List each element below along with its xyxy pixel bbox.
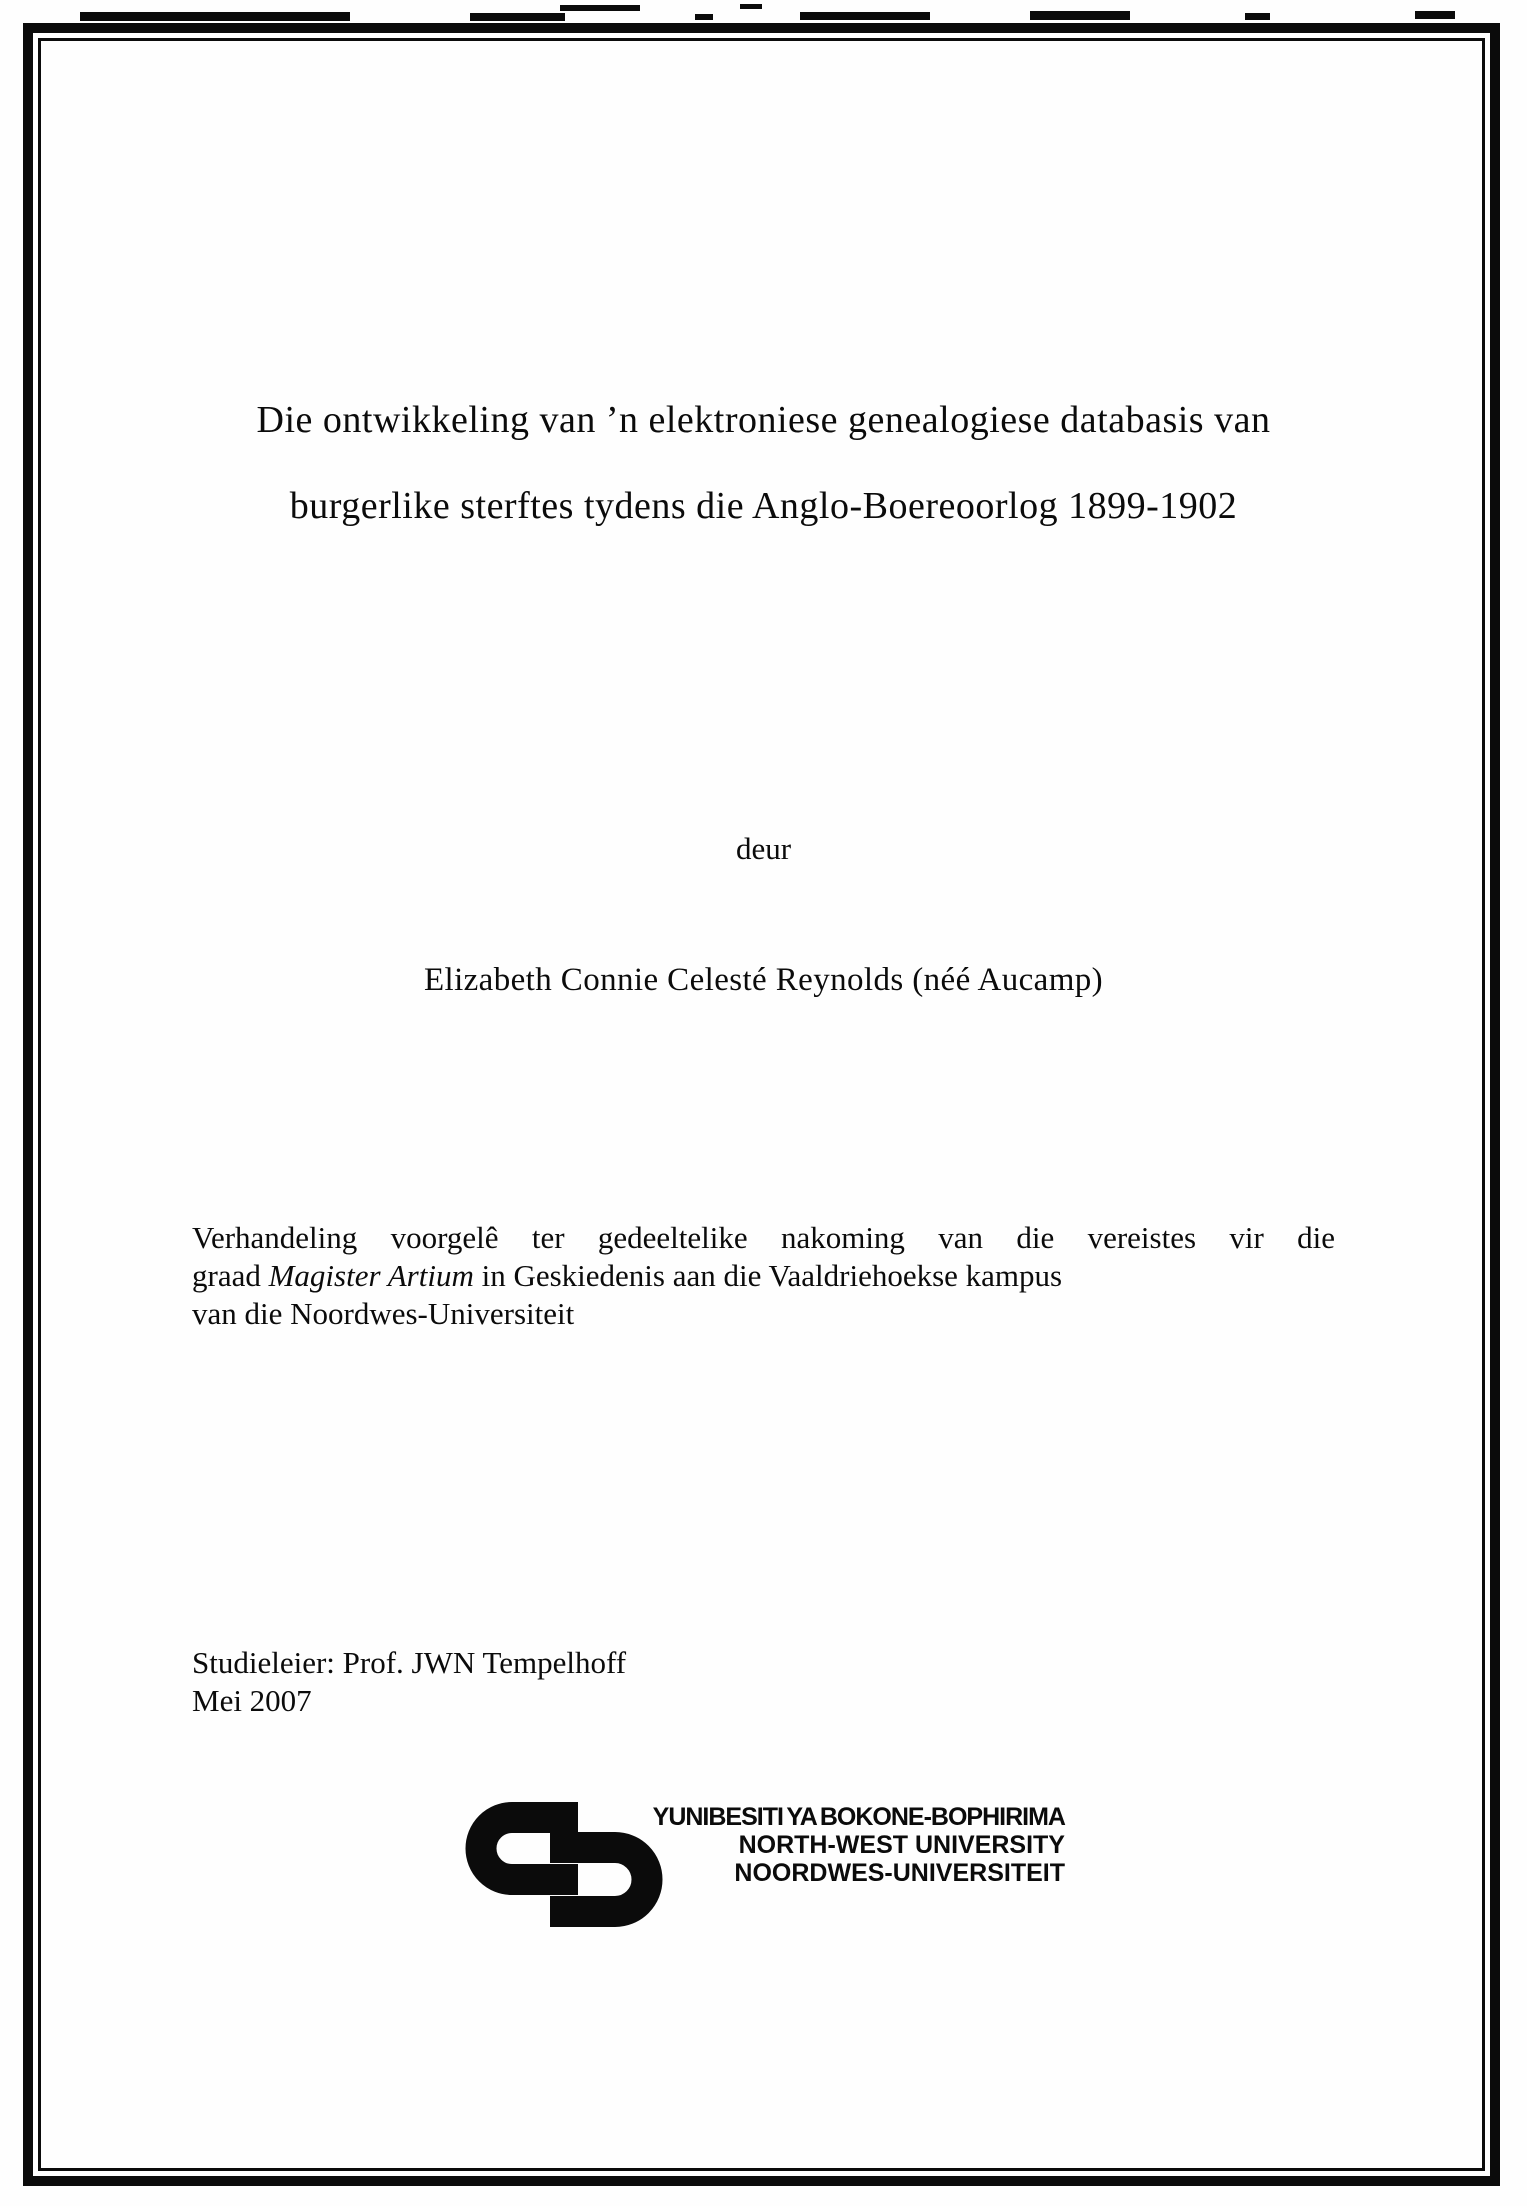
thesis-title-line1: Die ontwikkeling van ’n elektroniese genealogiese databasis van <box>256 399 1271 441</box>
date-line: Mei 2007 <box>192 1683 312 1718</box>
scan-artifact <box>695 14 713 20</box>
scan-artifact <box>1245 13 1270 20</box>
supervisor-block <box>192 1644 626 1720</box>
submission-line2 <box>192 1257 1335 1295</box>
submission-line2-post: in Geskiedenis aan die Vaaldriehoekse kampus <box>473 1258 1063 1293</box>
supervisor-line: Studieleier: Prof. JWN Tempelhoff <box>192 1645 627 1680</box>
thesis-title <box>192 377 1335 549</box>
author-name: Elizabeth Connie Celesté Reynolds (néé Aucamp) <box>423 962 1104 998</box>
scan-artifact <box>1415 11 1455 19</box>
logo-line-english: NORTH-WEST UNIVERSITY <box>738 1831 1065 1859</box>
scan-artifact <box>470 13 565 21</box>
thesis-title-line2: burgerlike sterftes tydens die Anglo-Boereoorlog 1899-1902 <box>289 485 1238 527</box>
scan-artifact <box>1030 11 1130 20</box>
logo-line-setswana: YUNIBESITI YA BOKONE-BOPHIRIMA <box>652 1803 1065 1831</box>
scan-artifact <box>800 12 930 20</box>
logo-line-afrikaans: NOORDWES-UNIVERSITEIT <box>734 1859 1065 1887</box>
submission-line2-pre: graad <box>192 1258 269 1293</box>
university-logo-text <box>585 1803 1065 1887</box>
submission-statement <box>192 1219 1335 1333</box>
scan-artifact <box>560 5 640 11</box>
degree-name: Magister Artium <box>268 1258 474 1293</box>
submission-line3: van die Noordwes-Universiteit <box>192 1296 575 1331</box>
scan-artifact <box>80 12 350 21</box>
byline-deur: deur <box>735 831 792 866</box>
submission-line1: Verhandeling voorgelê ter gedeeltelike nakoming van die vereistes vir die <box>192 1220 1335 1255</box>
scan-artifact <box>740 4 762 9</box>
